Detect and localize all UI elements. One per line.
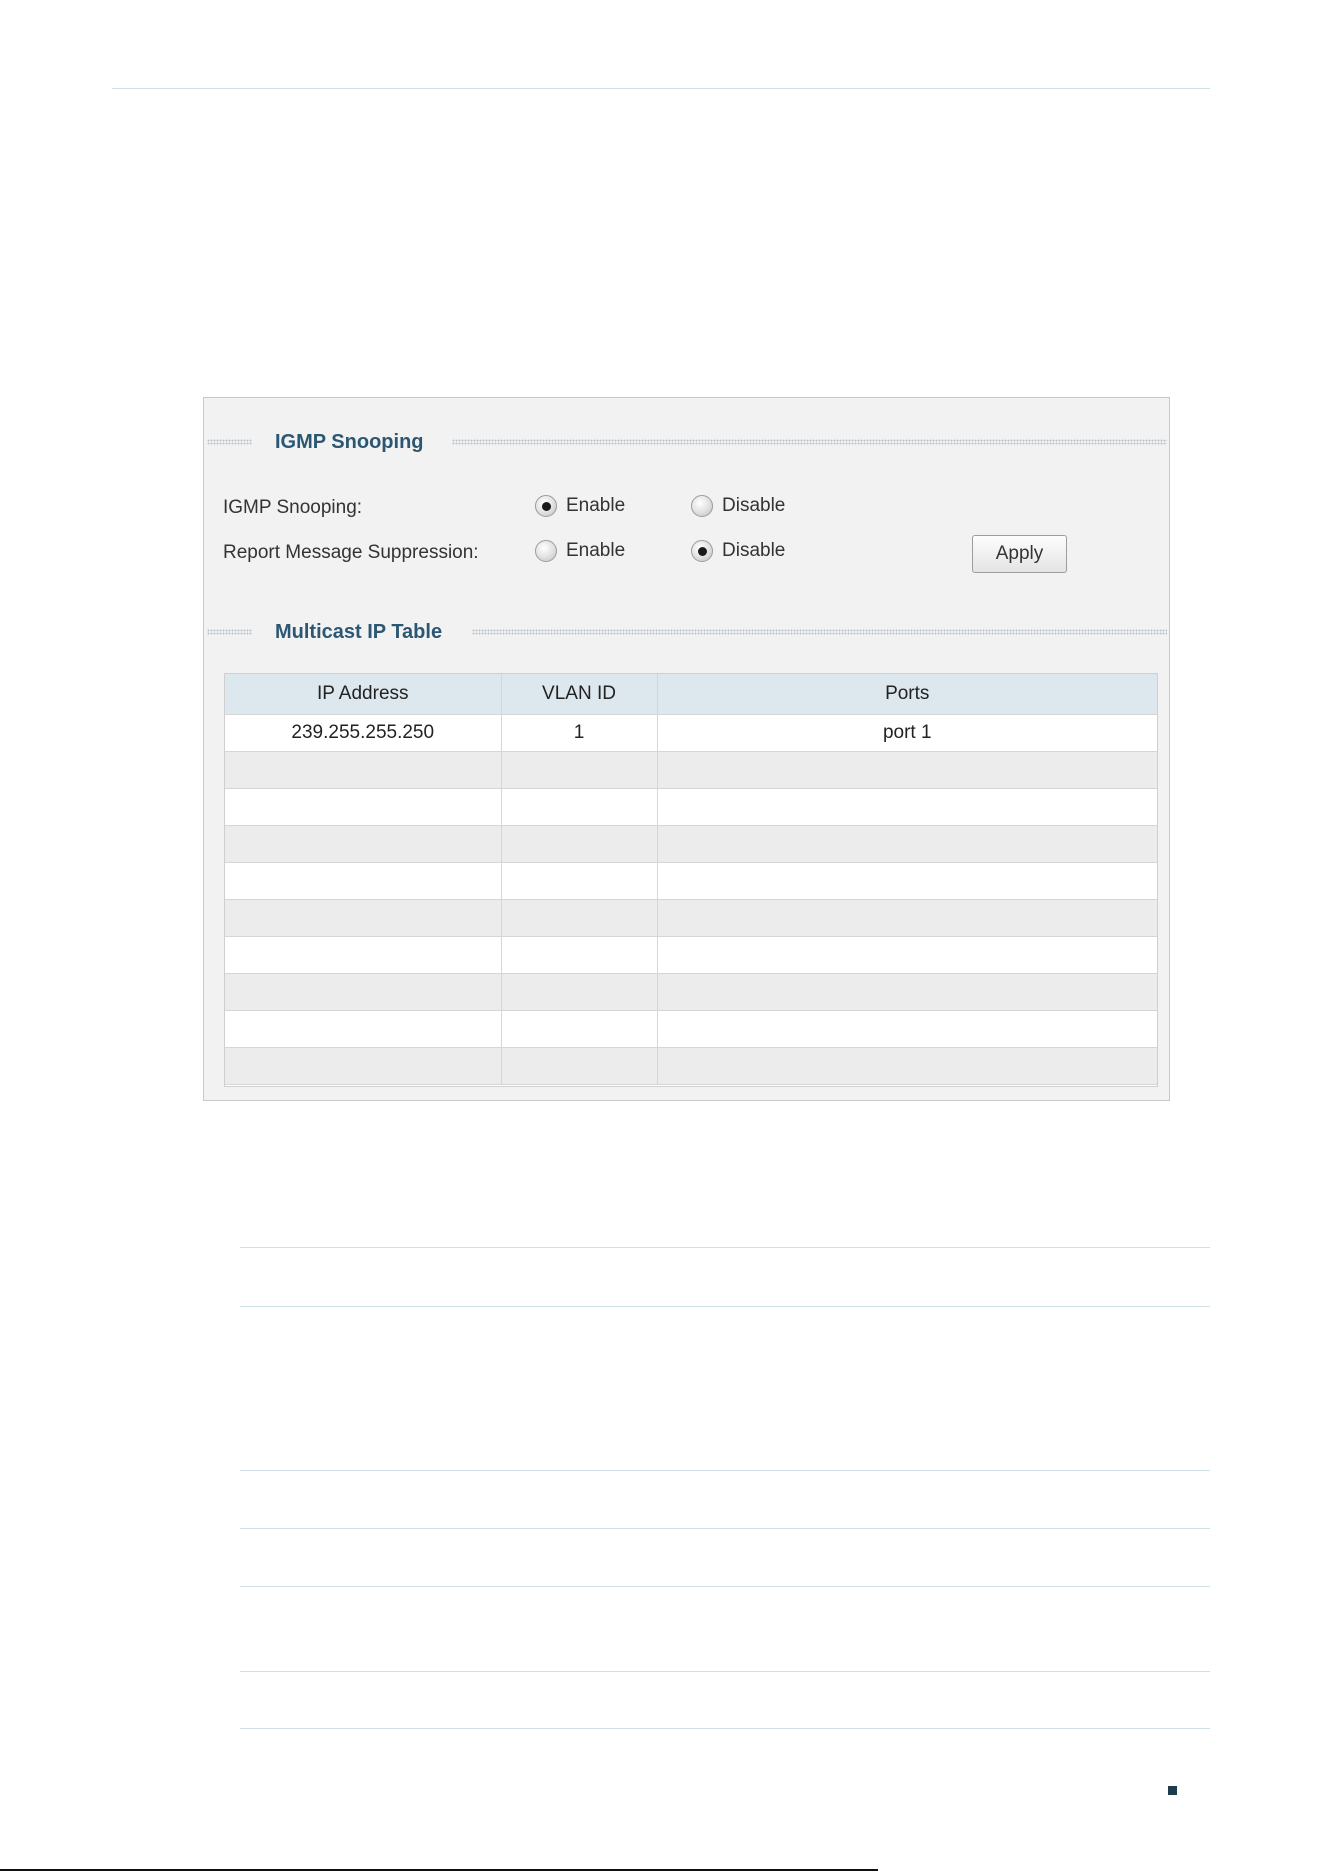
ip-address-cell [225,973,501,1010]
column-header-ip-address: IP Address [225,674,501,714]
multicast-table-section-title: Multicast IP Table [275,621,443,643]
table-row [225,973,1157,1010]
ports-cell [657,1010,1157,1047]
radio-label: Enable [566,495,626,516]
doc-table-divider [240,1247,1210,1248]
igmp-snooping-section-header [204,432,1169,452]
report-suppression-enable-radio[interactable] [535,540,625,562]
igmp-snooping-section-title: IGMP Snooping [275,431,424,453]
ip-address-cell [225,899,501,936]
ip-address-cell [225,936,501,973]
column-header-ports: Ports [657,674,1157,714]
ports-cell [657,825,1157,862]
ports-cell [657,1047,1157,1084]
ports-cell [657,936,1157,973]
vlan-id-cell: 1 [501,714,657,751]
radio-label: Disable [722,495,786,516]
top-divider [112,88,1210,89]
vlan-id-cell [501,973,657,1010]
ip-address-cell [225,1047,501,1084]
vlan-id-cell [501,1010,657,1047]
ports-cell [657,899,1157,936]
radio-label: Disable [722,540,786,561]
radio-checked-icon [535,495,557,517]
page-marker-icon [1168,1786,1177,1795]
radio-unchecked-icon [535,540,557,562]
doc-table-divider [240,1470,1210,1471]
table-header-row [225,674,1157,714]
table-row [225,825,1157,862]
multicast-table-section-header [204,622,1169,642]
column-header-vlan-id: VLAN ID [501,674,657,714]
ip-address-cell [225,751,501,788]
ports-cell: port 1 [657,714,1157,751]
vlan-id-cell [501,936,657,973]
table-row [225,1047,1157,1084]
ip-address-cell [225,788,501,825]
table-row [225,714,1157,751]
igmp-snooping-label: IGMP Snooping: [223,497,363,518]
ports-cell [657,788,1157,825]
report-suppression-label: Report Message Suppression: [223,542,479,563]
radio-unchecked-icon [691,495,713,517]
report-suppression-disable-radio[interactable] [691,540,785,562]
radio-label: Enable [566,540,626,561]
doc-table-divider [240,1306,1210,1307]
vlan-id-cell [501,899,657,936]
multicast-ip-table [224,673,1158,1087]
ports-cell [657,973,1157,1010]
ip-address-cell [225,862,501,899]
igmp-snooping-disable-radio[interactable] [691,495,785,517]
vlan-id-cell [501,788,657,825]
footer-rule [0,1869,878,1871]
doc-table-divider [240,1728,1210,1729]
ports-cell [657,751,1157,788]
vlan-id-cell [501,825,657,862]
doc-table-divider [240,1671,1210,1672]
apply-button[interactable]: Apply [972,535,1067,573]
table-row [225,899,1157,936]
igmp-settings-panel [203,397,1170,1101]
table-row [225,1010,1157,1047]
ports-cell [657,862,1157,899]
doc-table-divider [240,1528,1210,1529]
table-row [225,788,1157,825]
table-row [225,936,1157,973]
vlan-id-cell [501,751,657,788]
vlan-id-cell [501,862,657,899]
ip-address-cell [225,1010,501,1047]
vlan-id-cell [501,1047,657,1084]
ip-address-cell: 239.255.255.250 [225,714,501,751]
doc-table-divider [240,1586,1210,1587]
table-row [225,862,1157,899]
radio-checked-icon [691,540,713,562]
igmp-snooping-enable-radio[interactable] [535,495,625,517]
ip-address-cell [225,825,501,862]
table-row [225,751,1157,788]
